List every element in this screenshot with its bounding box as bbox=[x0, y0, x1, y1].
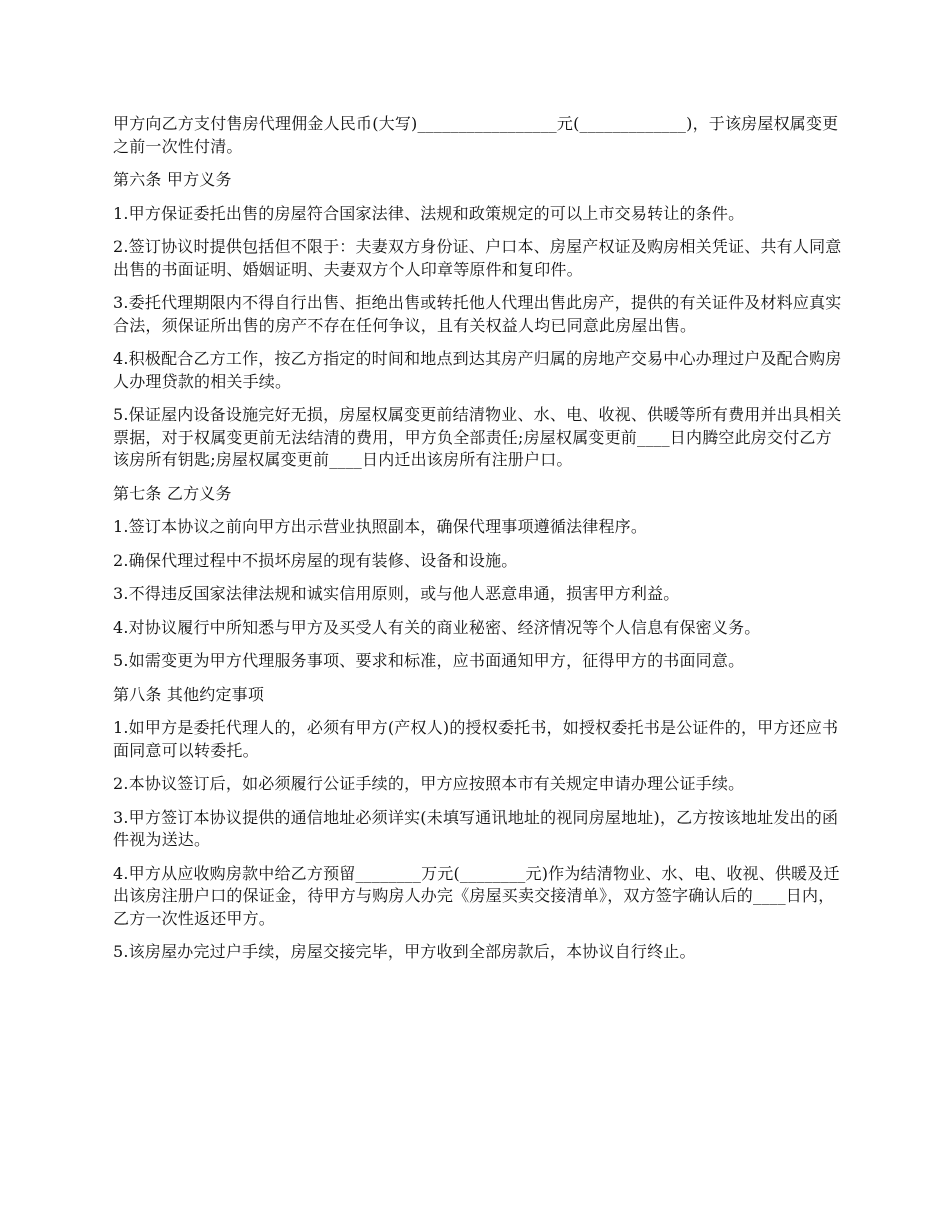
article-6-clause-2: 2.签订协议时提供包括但不限于：夫妻双方身份证、户口本、房屋产权证及购房相关凭证、共有人同意出售的书面证明、婚姻证明、夫妻双方个人印章等原件和复印件。 bbox=[113, 237, 842, 279]
article-8-heading: 第八条 其他约定事项 bbox=[113, 684, 265, 704]
article-7-heading: 第七条 乙方义务 bbox=[113, 483, 232, 503]
commission-payment-paragraph: 甲方向乙方支付售房代理佣金人民币(大写)_________________元(_____________)，于该房屋权属变更之前一次性付清。 bbox=[113, 114, 839, 156]
article-8-clause-4: 4.甲方从应收购房款中给乙方预留________万元(________元)作为结清物业、水、电、收视、供暖及迁出该房注册户口的保证金，待甲方与购房人办完《房屋买卖交接清单》，双方签字确认后的____日内，乙方一次性返还甲方。 bbox=[113, 863, 840, 928]
article-8-clause-2: 2.本协议签订后，如必须履行公证手续的，甲方应按照本市有关规定申请办理公证手续。 bbox=[113, 774, 745, 793]
article-6-clause-5: 5.保证屋内设备设施完好无损，房屋权属变更前结清物业、水、电、收视、供暖等所有费用并出具相关票据，对于权属变更前无法结清的费用，甲方负全部责任;房屋权属变更前____日内腾空此房交付乙方该房所有钥匙;房屋权属变更前____日内迁出该房所有注册户口。 bbox=[113, 405, 842, 469]
article-6-clause-4: 4.积极配合乙方工作，按乙方指定的时间和地点到达其房产归属的房地产交易中心办理过户及配合购房人办理贷款的相关手续。 bbox=[113, 349, 842, 391]
article-6-heading: 第六条 甲方义务 bbox=[113, 170, 232, 189]
article-7-clause-4: 4.对协议履行中所知悉与甲方及买受人有关的商业秘密、经济情况等个人信息有保密义务。 bbox=[113, 617, 761, 637]
article-8-clause-3: 3.甲方签订本协议提供的通信地址必须详实(未填写通讯地址的视同房屋地址)，乙方按该地址发出的函件视为送达。 bbox=[113, 807, 839, 849]
article-7-clause-5: 5.如需变更为甲方代理服务事项、要求和标准，应书面通知甲方，征得甲方的书面同意。 bbox=[113, 651, 745, 670]
article-6-clause-3: 3.委托代理期限内不得自行出售、拒绝出售或转托他人代理出售此房产，提供的有关证件及材料应真实合法，须保证所出售的房产不存在任何争议，且有关权益人均已同意此房屋出售。 bbox=[113, 293, 842, 335]
article-6-clause-1: 1.甲方保证委托出售的房屋符合国家法律、法规和政策规定的可以上市交易转让的条件。 bbox=[113, 203, 745, 223]
article-7-clause-2: 2.确保代理过程中不损坏房屋的现有装修、设备和设施。 bbox=[113, 550, 518, 570]
article-7-clause-1: 1.签订本协议之前向甲方出示营业执照副本，确保代理事项遵循法律程序。 bbox=[113, 517, 648, 536]
article-8-clause-5: 5.该房屋办完过户手续，房屋交接完毕，甲方收到全部房款后，本协议自行终止。 bbox=[113, 942, 696, 961]
article-8-clause-1: 1.如甲方是委托代理人的，必须有甲方(产权人)的授权委托书，如授权委托书是公证件的，甲方还应书面同意可以转委托。 bbox=[113, 718, 839, 760]
article-7-clause-3: 3.不得违反国家法律法规和诚实信用原则，或与他人恶意串通，损害甲方利益。 bbox=[113, 584, 680, 603]
